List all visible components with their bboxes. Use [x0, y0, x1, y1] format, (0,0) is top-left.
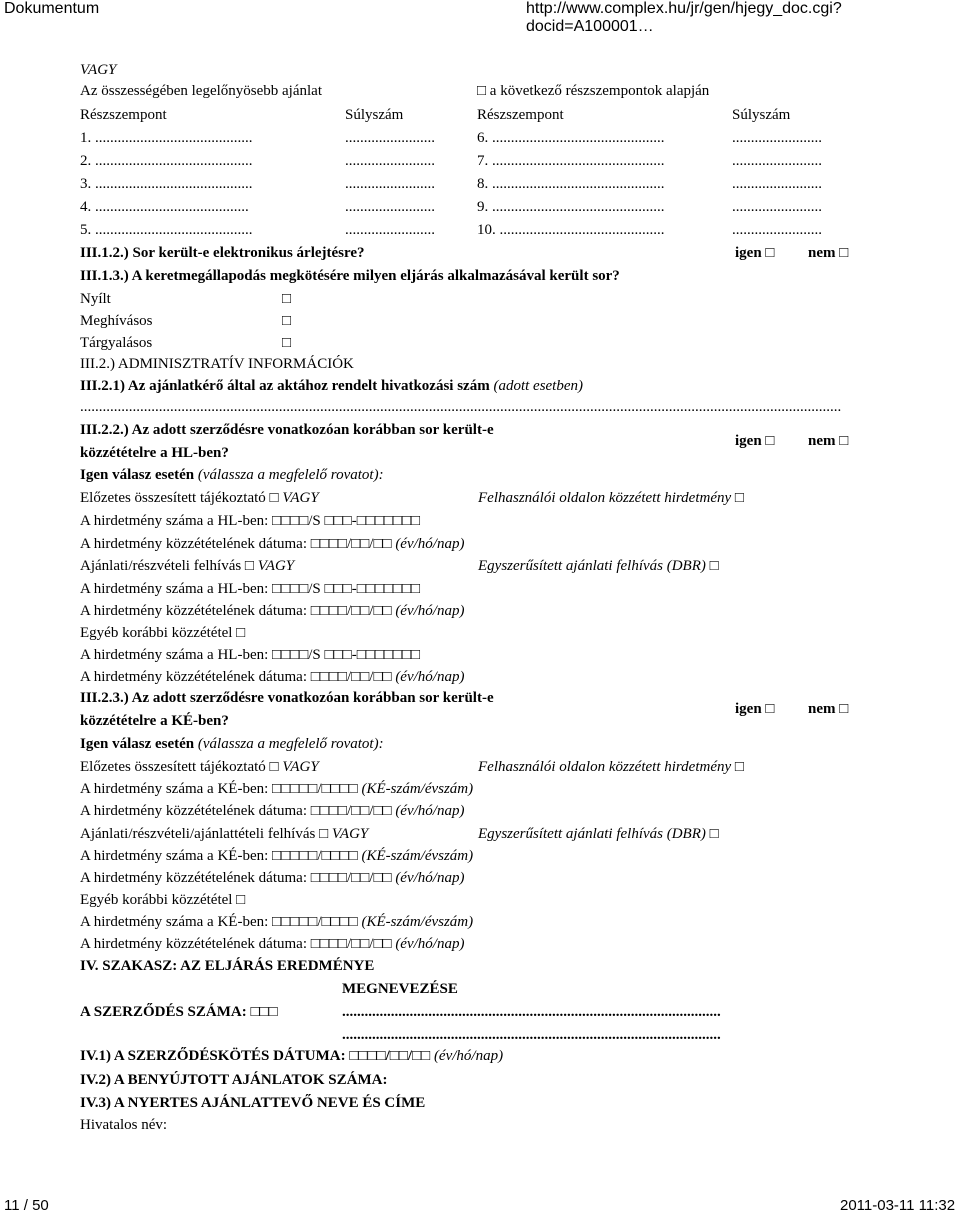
section-3-1-2: III.1.2.) Sor került-e elektronikus árlejtésre? — [80, 245, 365, 261]
reference-number-field[interactable]: ........................................................................................................................................................................................................... — [80, 399, 842, 415]
datum-5-label: A hirdetmény közzétételének dátuma: □□□□/□□/□□ — [80, 870, 396, 886]
ke-szam-1 — [80, 780, 473, 798]
row-3-d: ........................ — [732, 176, 822, 192]
row-2-d: ........................ — [732, 153, 822, 169]
col-header-sulyszam-1: Súlyszám — [345, 107, 404, 123]
felh-1[interactable]: Felhasználói oldalon közzétett hirdetmény □ — [478, 490, 744, 506]
meghivasos-label: Meghívásos — [80, 313, 153, 329]
row-2-b: ........................ — [345, 153, 435, 169]
section-3-2-3-line1: III.2.3.) Az adott szerződésre vonatkozóan korábban sor került-e — [80, 690, 494, 706]
hl-szam-1: A hirdetmény száma a HL-ben: □□□□/S □□□-□□□□□□□ — [80, 513, 421, 529]
section-4-2: IV.2) A BENYÚJTOTT AJÁNLATOK SZÁMA: — [80, 1072, 388, 1088]
row-4-d: ........................ — [732, 199, 822, 215]
section-3-2-1-title: III.2.1) Az ajánlatkérő által az aktához rendelt hivatkozási szám — [80, 378, 490, 394]
nem-checkbox-2[interactable]: nem □ — [808, 433, 849, 449]
datum-6-label: A hirdetmény közzétételének dátuma: □□□□/□□/□□ — [80, 936, 396, 952]
row-5-d: ........................ — [732, 222, 822, 238]
row-1-b: ........................ — [345, 130, 435, 146]
row-5-a: 5. .......................................... — [80, 222, 253, 238]
nyilt-label: Nyílt — [80, 291, 111, 307]
row-3-b: ........................ — [345, 176, 435, 192]
ke-szam-2 — [80, 847, 473, 865]
datum-1-format: (év/hó/nap) — [395, 536, 465, 552]
row-2-a: 2. .......................................... — [80, 153, 253, 169]
section-4-1-title: IV.1) A SZERZŐDÉSKÖTÉS DÁTUMA: □□□□/□□/□□ — [80, 1048, 434, 1064]
ajanlati-1 — [80, 557, 294, 575]
igen-valasz-2-italic: (válassza a megfelelő rovatot): — [194, 736, 384, 752]
col-header-reszszempont-2: Részszempont — [477, 107, 564, 123]
ke-szam-2-label: A hirdetmény száma a KÉ-ben: □□□□□/□□□□ — [80, 848, 362, 864]
egyeb-1[interactable]: Egyéb korábbi közzététel □ — [80, 625, 246, 641]
section-3-1-3: III.1.3.) A keretmegállapodás megkötésére milyen eljárás alkalmazásával került sor? — [80, 268, 620, 284]
ke-szam-1-label: A hirdetmény száma a KÉ-ben: □□□□□/□□□□ — [80, 781, 362, 797]
igen-checkbox-2[interactable]: igen □ — [735, 433, 775, 449]
megnevezes-field-1[interactable]: ..................................................................................................... — [342, 1004, 721, 1020]
section-3-2-2-line2: közzétételre a HL-ben? — [80, 445, 229, 461]
elozetes-2-vagy: VAGY — [282, 759, 319, 775]
col-header-reszszempont-1: Részszempont — [80, 107, 167, 123]
row-1-c: 6. .............................................. — [477, 130, 665, 146]
datum-3-format: (év/hó/nap) — [395, 669, 465, 685]
ke-szam-2-format: (KÉ-szám/évszám) — [361, 848, 474, 864]
row-1-d: ........................ — [732, 130, 822, 146]
igen-valasz-1 — [80, 466, 384, 484]
section-4-1 — [80, 1047, 503, 1065]
row-5-c: 10. ............................................ — [477, 222, 665, 238]
datum-6 — [80, 935, 464, 953]
meghivasos-checkbox[interactable]: □ — [282, 313, 292, 329]
ajanlati-2 — [80, 825, 368, 843]
section-3-2: III.2.) ADMINISZTRATÍV INFORMÁCIÓK — [80, 356, 354, 372]
elozetes-1 — [80, 489, 319, 507]
targyalasos-checkbox[interactable]: □ — [282, 335, 292, 351]
nyilt-checkbox[interactable]: □ — [282, 291, 292, 307]
felh-2[interactable]: Felhasználói oldalon közzétett hirdetmény □ — [478, 759, 744, 775]
ajanlati-2-vagy: VAGY — [331, 826, 369, 842]
datum-5 — [80, 869, 464, 887]
ke-szam-3-format: (KÉ-szám/évszám) — [361, 914, 474, 930]
targyalasos-label: Tárgyalásos — [80, 335, 153, 351]
osszes-label: Az összességében legelőnyösebb ajánlat — [80, 83, 322, 99]
hivatalos-nev-label: Hivatalos név: — [80, 1117, 168, 1133]
section-4-3: IV.3) A NYERTES AJÁNLATTEVŐ NEVE ÉS CÍME — [80, 1095, 426, 1111]
datum-5-format: (év/hó/nap) — [395, 870, 465, 886]
ke-szam-1-format: (KÉ-szám/évszám) — [361, 781, 474, 797]
datum-4-label: A hirdetmény közzétételének dátuma: □□□□/□□/□□ — [80, 803, 396, 819]
megnevezes-field-2[interactable]: ..................................................................................................... — [342, 1027, 721, 1043]
ke-szam-3-label: A hirdetmény száma a KÉ-ben: □□□□□/□□□□ — [80, 914, 362, 930]
megnevezes-label: MEGNEVEZÉSE — [342, 981, 458, 997]
row-4-b: ........................ — [345, 199, 435, 215]
igen-valasz-1-bold: Igen válasz esetén — [80, 467, 195, 483]
egyeb-2[interactable]: Egyéb korábbi közzététel □ — [80, 892, 246, 908]
header-title: Dokumentum — [4, 0, 100, 17]
egysz-2[interactable]: Egyszerűsített ajánlati felhívás (DBR) □ — [478, 826, 719, 842]
ajanlati-1-vagy: VAGY — [257, 558, 295, 574]
igen-valasz-2 — [80, 735, 384, 753]
igen-checkbox-3[interactable]: igen □ — [735, 701, 775, 717]
datum-6-format: (év/hó/nap) — [395, 936, 465, 952]
section-4-1-format: (év/hó/nap) — [433, 1048, 504, 1064]
section-3-2-2-line1: III.2.2.) Az adott szerződésre vonatkozóan korábban sor került-e — [80, 422, 494, 438]
szerzodes-szama: A SZERZŐDÉS SZÁMA: □□□ — [80, 1004, 278, 1020]
elozetes-2 — [80, 758, 319, 776]
datum-2 — [80, 602, 464, 620]
row-3-c: 8. .............................................. — [477, 176, 665, 192]
nem-checkbox-3[interactable]: nem □ — [808, 701, 849, 717]
datum-1 — [80, 535, 464, 553]
datum-4-format: (év/hó/nap) — [395, 803, 465, 819]
elozetes-2-label[interactable]: Előzetes összesített tájékoztató □ — [80, 759, 283, 775]
row-5-b: ........................ — [345, 222, 435, 238]
footer-page: 11 / 50 — [4, 1197, 49, 1214]
row-4-a: 4. ......................................... — [80, 199, 249, 215]
hl-szam-2: A hirdetmény száma a HL-ben: □□□□/S □□□-□□□□□□□ — [80, 581, 421, 597]
datum-3 — [80, 668, 464, 686]
igen-valasz-2-bold: Igen válasz esetén — [80, 736, 195, 752]
ajanlati-1-label[interactable]: Ajánlati/részvételi felhívás □ — [80, 558, 258, 574]
elozetes-1-vagy: VAGY — [282, 490, 319, 506]
section-3-2-3-line2: közzétételre a KÉ-ben? — [80, 713, 229, 729]
datum-2-format: (év/hó/nap) — [395, 603, 465, 619]
igen-checkbox-1[interactable]: igen □ — [735, 245, 775, 261]
col-header-sulyszam-2: Súlyszám — [732, 107, 791, 123]
elozetes-1-label[interactable]: Előzetes összesített tájékoztató □ — [80, 490, 283, 506]
hl-szam-3: A hirdetmény száma a HL-ben: □□□□/S □□□-□□□□□□□ — [80, 647, 421, 663]
egysz-1[interactable]: Egyszerűsített ajánlati felhívás (DBR) □ — [478, 558, 719, 574]
ajanlati-2-label[interactable]: Ajánlati/részvételi/ajánlattételi felhívás □ — [80, 826, 332, 842]
ke-szam-3 — [80, 913, 473, 931]
nem-checkbox-1[interactable]: nem □ — [808, 245, 849, 261]
row-3-a: 3. .......................................... — [80, 176, 253, 192]
row-1-a: 1. .......................................... — [80, 130, 253, 146]
section-3-2-1-note: (adott esetben) — [489, 378, 584, 394]
kovetkezo-label: □ a következő részszempontok alapján — [477, 83, 710, 99]
section-4-title: IV. SZAKASZ: AZ ELJÁRÁS EREDMÉNYE — [80, 958, 375, 974]
vagy-label: VAGY — [80, 62, 117, 78]
datum-4 — [80, 802, 464, 820]
section-3-2-1 — [80, 377, 583, 395]
datum-2-label: A hirdetmény közzétételének dátuma: □□□□/□□/□□ — [80, 603, 396, 619]
igen-valasz-1-italic: (válassza a megfelelő rovatot): — [194, 467, 384, 483]
footer-datetime: 2011-03-11 11:32 — [840, 1197, 956, 1214]
header-url: http://www.complex.hu/jr/gen/hjegy_doc.cgi?docid=A100001… — [526, 0, 842, 35]
datum-1-label: A hirdetmény közzétételének dátuma: □□□□/□□/□□ — [80, 536, 396, 552]
row-4-c: 9. .............................................. — [477, 199, 665, 215]
datum-3-label: A hirdetmény közzétételének dátuma: □□□□/□□/□□ — [80, 669, 396, 685]
row-2-c: 7. .............................................. — [477, 153, 665, 169]
